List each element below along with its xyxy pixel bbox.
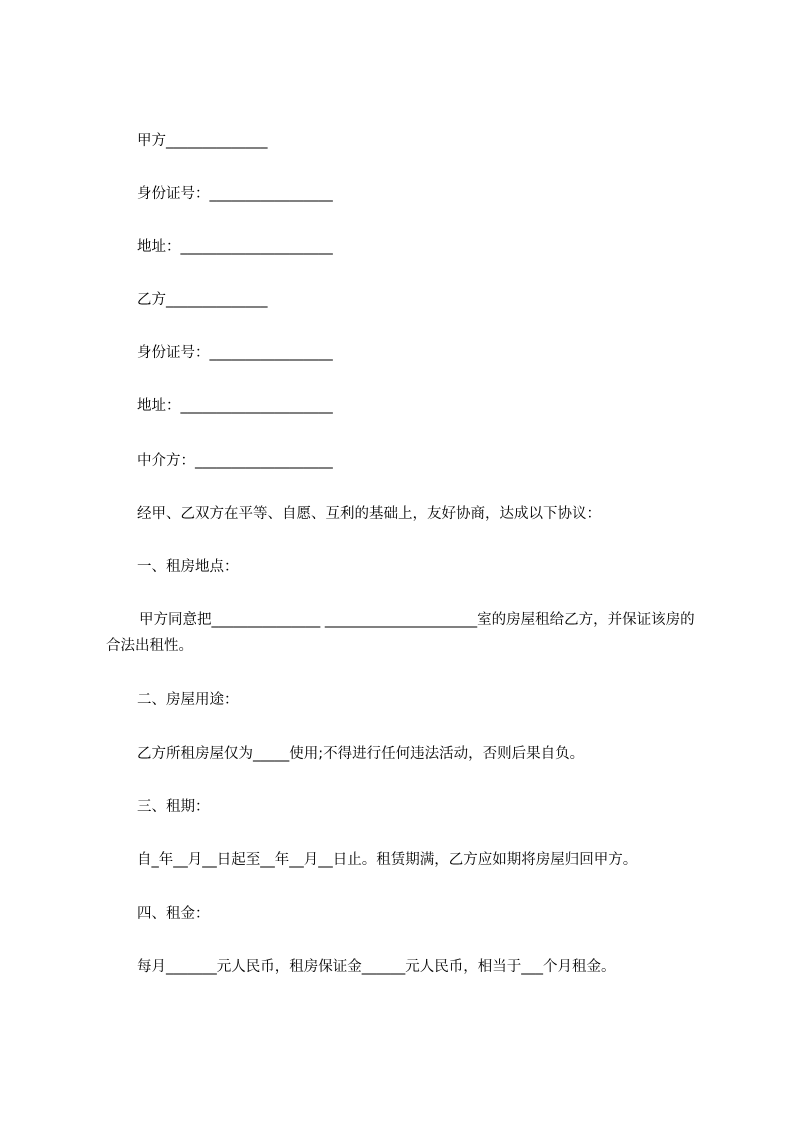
party-a-blank: ______________ <box>166 133 268 149</box>
party-b-id-blank: _________________ <box>209 345 333 361</box>
section-4-body: 每月_______元人民币，租房保证金______元人民币，相当于___个月租金。 <box>137 959 616 975</box>
party-b-label: 乙方 <box>137 292 166 308</box>
party-a-address-line <box>137 237 333 257</box>
party-b-address-blank: _____________________ <box>180 398 333 414</box>
section-1-body: 甲方同意把_______________ _____________________室的房屋租给乙方，并保证该房的合法出租性。 <box>106 612 695 654</box>
party-a-id-blank: _________________ <box>209 186 333 202</box>
party-a-id-line <box>137 184 333 204</box>
party-a-address-label: 地址： <box>137 239 181 255</box>
section-3-heading: 三、租期： <box>137 799 210 815</box>
section-2-body: 乙方所租房屋仅为_____使用;不得进行任何违法活动，否则后果自负。 <box>137 746 585 762</box>
party-a-address-blank: _____________________ <box>180 239 333 255</box>
intro-paragraph: 经甲、乙双方在平等、自愿、互利的基础上，友好协商，达成以下协议： <box>137 506 601 522</box>
section-4-heading: 四、租金： <box>137 906 210 922</box>
party-a-id-label: 身份证号： <box>137 186 210 202</box>
party-b-id-label: 身份证号： <box>137 345 210 361</box>
section-2-heading: 二、房屋用途： <box>137 692 239 708</box>
party-a-label: 甲方 <box>137 133 166 149</box>
party-b-address-line <box>137 396 333 416</box>
party-b-id-line <box>137 343 333 363</box>
party-b-blank: ______________ <box>166 292 268 308</box>
agent-label: 中介方： <box>137 453 195 469</box>
party-b-line <box>137 290 268 310</box>
agent-line <box>137 451 333 471</box>
section-3-body: 自_年__月__日起至__年__月__日止。租赁期满，乙方应如期将房屋归回甲方。 <box>137 852 638 868</box>
section-1-heading: 一、租房地点： <box>137 559 239 575</box>
party-a-line <box>137 131 268 151</box>
party-b-address-label: 地址： <box>137 398 181 414</box>
agent-blank: ___________________ <box>195 453 333 469</box>
